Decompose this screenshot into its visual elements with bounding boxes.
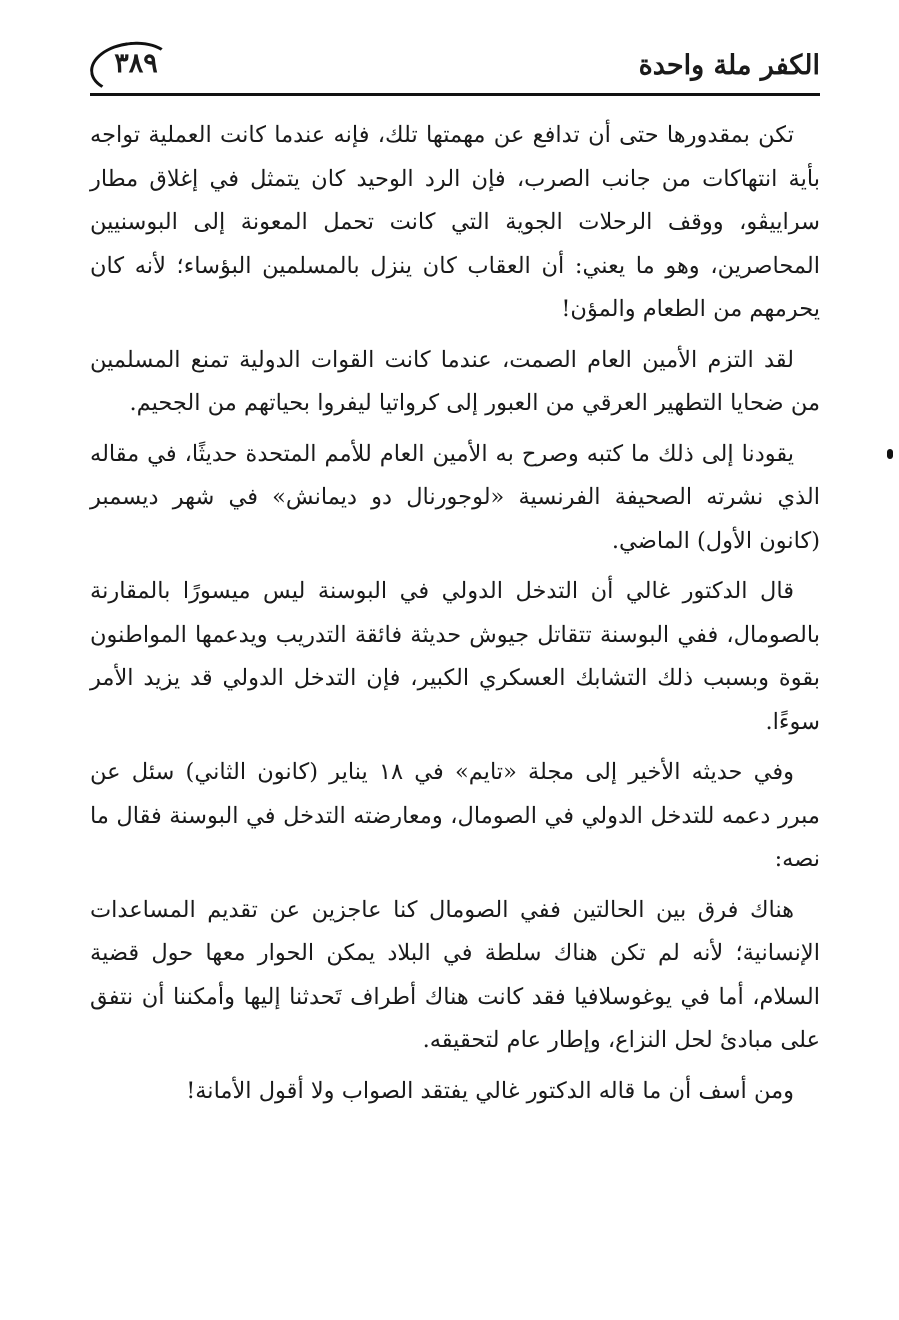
body-text [90,114,820,1113]
paragraph: ومن أسف أن ما قاله الدكتور غالي يفتقد الصواب ولا أقول الأمانة! [186,1077,794,1104]
paragraph: هناك فرق بين الحالتين ففي الصومال كنا عاجزين عن تقديم المساعدات الإنسانية؛ لأنه لم تكن هناك سلطة في البلاد يمكن الحوار معها حول قضية السلام، أما في يوغوسلافيا فقد كانت هناك أطراف تَحدثنا إليها وأمكننا أن نتفق على مبادئ لحل النزاع، وإطار عام لتحقيقه. [90,896,820,1053]
running-title: الكفر ملة واحدة [638,50,820,81]
paragraph: وفي حديثه الأخير إلى مجلة «تايم» في ١٨ يناير (كانون الثاني) سئل عن مبرر دعمه للتدخل الدولي في الصومال، ومعارضته التدخل في البوسنة فقال ما نصه: [90,759,820,872]
page-number: ٣٨٩ [114,48,158,79]
header-rule [90,93,820,96]
page-header [90,38,820,96]
paragraph: لقد التزم الأمين العام الصمت، عندما كانت القوات الدولية تمنع المسلمين من ضحايا التطهير العرقي من العبور إلى كرواتيا ليفروا بحياتهم من الجحيم. [90,346,820,416]
margin-mark [887,449,893,459]
paragraph: قال الدكتور غالي أن التدخل الدولي في البوسنة ليس ميسورًا بالمقارنة بالصومال، ففي البوسنة تتقاتل جيوش حديثة فائقة التدريب ويدعمها المواطنون بقوة وبسبب ذلك التشابك العسكري الكبير، فإن التدخل الدولي قد يزيد الأمر سوءًا. [90,578,820,735]
paragraph: تكن بمقدورها حتى أن تدافع عن مهمتها تلك، فإنه عندما كانت العملية تواجه بأية انتهاكات من جانب الصرب، فإن الرد الوحيد كان يتمثل في إغلاق مطار سراييڤو، ووقف الرحلات الجوية التي كانت تحمل المعونة إلى البوسنيين المحاصرين، وهو ما يعني: أن العقاب كان ينزل بالمسلمين البؤساء؛ لأنه كان يحرمهم من الطعام والمؤن! [90,122,820,322]
paragraph: يقودنا إلى ذلك ما كتبه وصرح به الأمين العام للأمم المتحدة حديثًا، في مقاله الذي نشرته الصحيفة الفرنسية «لوجورنال دو ديمانش» في شهر ديسمبر (كانون الأول) الماضي. [90,440,820,554]
